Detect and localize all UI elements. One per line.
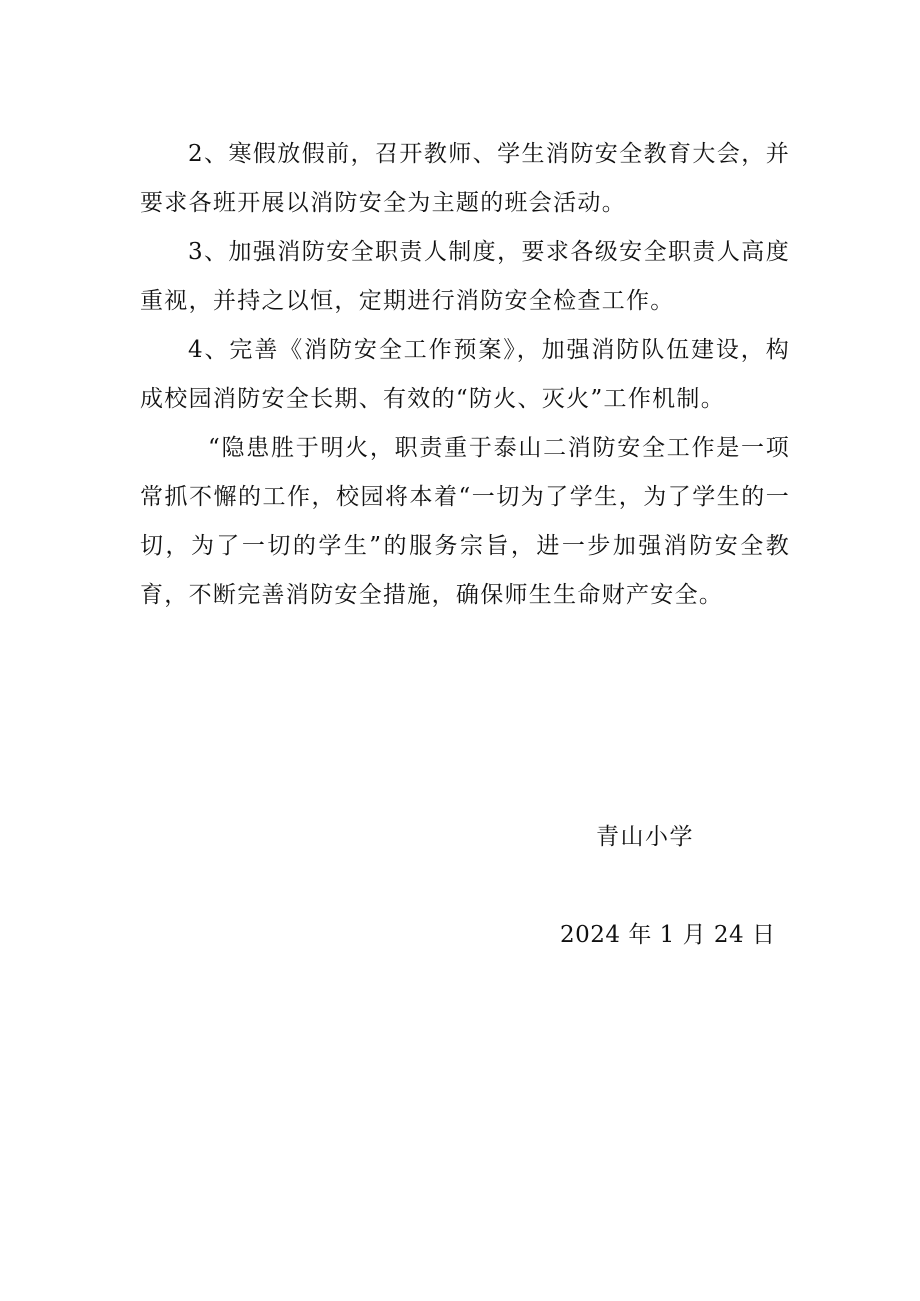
signature-date: 2024 年 1 月 24 日 xyxy=(560,922,776,948)
signature-school-name: 青山小学 xyxy=(596,824,694,850)
paragraph-item-3: 3、加强消防安全职责人制度，要求各级安全职责人高度重视，并持之以恒，定期进行消防安全检查工作。 xyxy=(140,239,790,314)
document-body xyxy=(140,130,790,620)
paragraph-closing: “隐患胜于明火，职责重于泰山二消防安全工作是一项常抓不懈的工作，校园将本着“一切为了学生，为了学生的一切，为了一切的学生”的服务宗旨，进一步加强消防安全教育，不断完善消防安全措施，确保师生生命财产安全。 xyxy=(140,435,790,608)
paragraph-item-2: 2、寒假放假前，召开教师、学生消防安全教育大会，并要求各班开展以消防安全为主题的班会活动。 xyxy=(140,141,790,216)
paragraph-item-4: 4、完善《消防安全工作预案》，加强消防队伍建设，构成校园消防安全长期、有效的“防火、灭火”工作机制。 xyxy=(140,337,790,412)
